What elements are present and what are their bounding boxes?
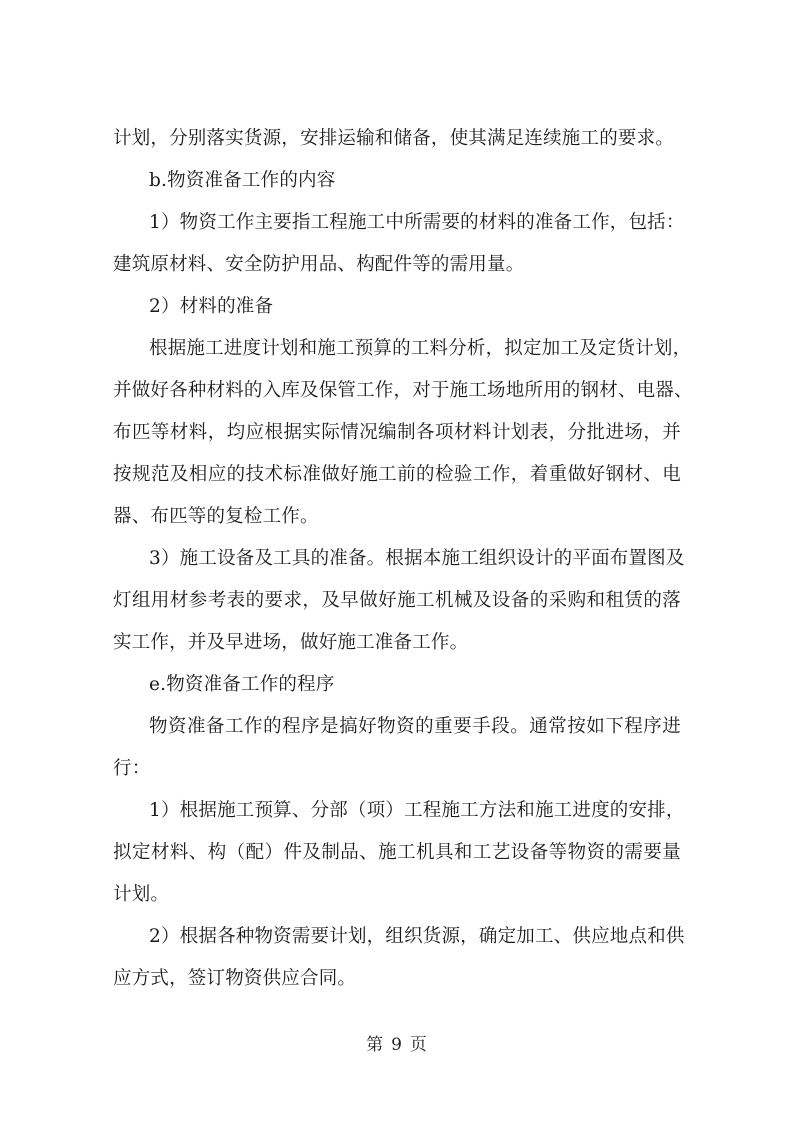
paragraph-line: 1）物资工作主要指工程施工中所需要的材料的准备工作，包括： xyxy=(149,212,685,233)
paragraph-line: 建筑原材料、安全防护用品、构配件等的需用量。 xyxy=(113,254,525,275)
page-number-prefix: 第 xyxy=(366,1035,384,1055)
page-number-suffix: 页 xyxy=(409,1035,427,1055)
subheading-materials: 2）材料的准备 xyxy=(149,296,274,317)
paragraph-line: 计划。 xyxy=(113,884,170,905)
document-body xyxy=(113,118,693,1000)
paragraph-line: 灯组用材参考表的要求，及早做好施工机械及设备的采购和租赁的落 xyxy=(113,590,681,611)
section-heading-e: e.物资准备工作的程序 xyxy=(149,674,335,695)
paragraph-line: 2）根据各种物资需要计划，组织货源，确定加工、供应地点和供 xyxy=(149,926,685,947)
paragraph-line: 按规范及相应的技术标准做好施工前的检验工作，着重做好钢材、电 xyxy=(113,464,681,485)
paragraph-line: 物资准备工作的程序是搞好物资的重要手段。通常按如下程序进 xyxy=(149,716,681,737)
page-number: 9 xyxy=(391,1035,402,1055)
paragraph-line: 并做好各种材料的入库及保管工作，对于施工场地所用的钢材、电器、 xyxy=(113,380,693,401)
paragraph-line: 3）施工设备及工具的准备。根据本施工组织设计的平面布置图及 xyxy=(149,548,685,569)
paragraph-line: 拟定材料、构（配）件及制品、施工机具和工艺设备等物资的需要量 xyxy=(113,842,681,863)
paragraph-line: 布匹等材料，均应根据实际情况编制各项材料计划表，分批进场，并 xyxy=(113,422,681,443)
section-heading-b: b.物资准备工作的内容 xyxy=(149,170,336,191)
paragraph-line: 计划，分别落实货源，安排运输和储备，使其满足连续施工的要求。 xyxy=(113,128,675,149)
paragraph-line: 实工作，并及早进场，做好施工准备工作。 xyxy=(113,632,469,653)
paragraph-line: 根据施工进度计划和施工预算的工料分析，拟定加工及定货计划， xyxy=(149,338,692,359)
paragraph-line: 器、布匹等的复检工作。 xyxy=(113,506,319,527)
paragraph-line: 1）根据施工预算、分部（项）工程施工方法和施工进度的安排， xyxy=(149,800,685,821)
paragraph-line: 行： xyxy=(113,758,151,779)
paragraph-line: 应方式，签订物资供应合同。 xyxy=(113,968,357,989)
page-footer xyxy=(0,1030,793,1055)
